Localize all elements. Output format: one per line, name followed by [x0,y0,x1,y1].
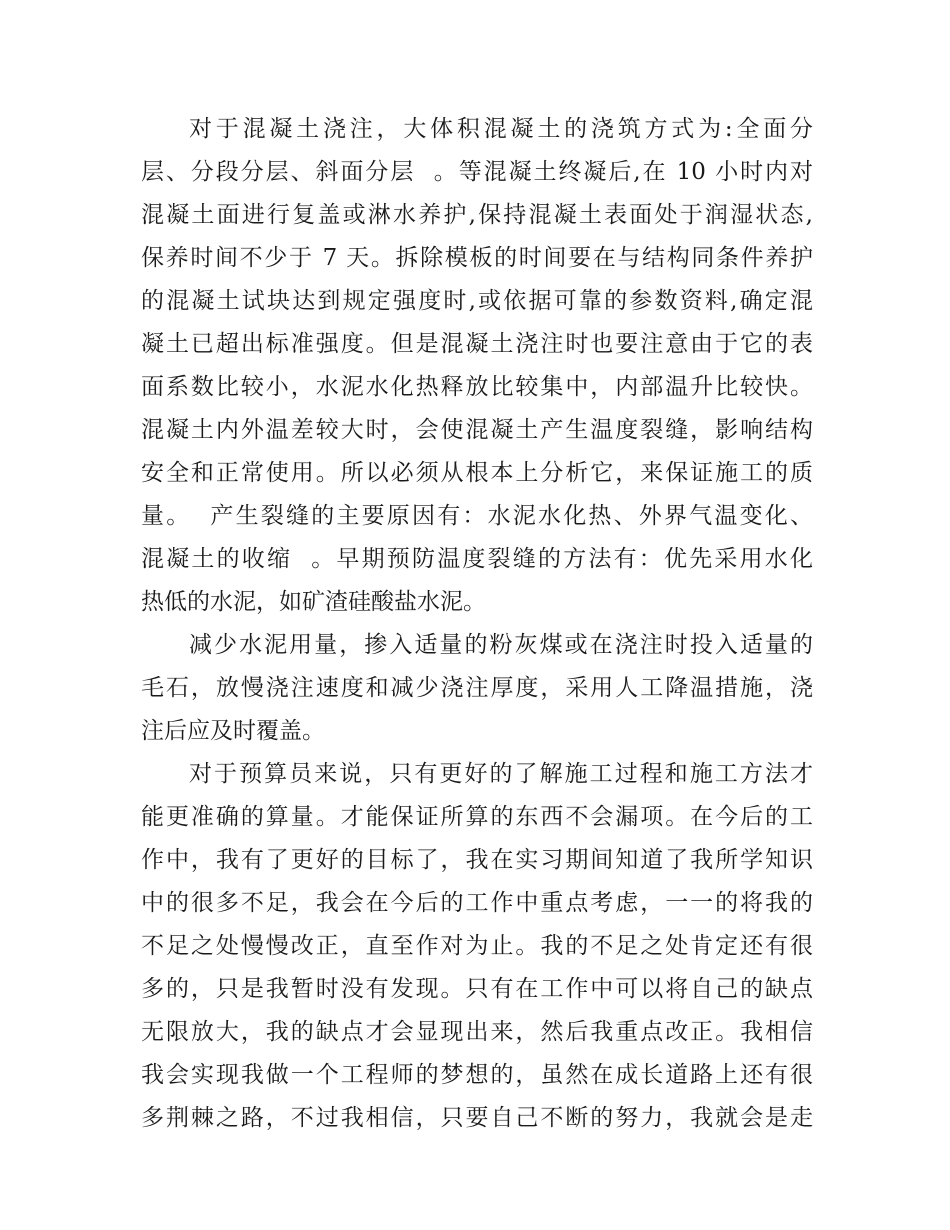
paragraph-line: 保养时间不少于 7 天。拆除模板的时间要在与结构同条件养护 [141,245,813,271]
paragraph-1 [141,108,813,624]
paragraph-line: 混凝土内外温差较大时，会使混凝土产生温度裂缝，影响结构 [141,417,813,443]
paragraph-line: 无限放大，我的缺点才会显现出来，然后我重点改正。我相信 [141,1019,813,1045]
paragraph-line: 安全和正常使用。所以必须从根本上分析它，来保证施工的质 [141,460,813,486]
paragraph-line: 多荆棘之路，不过我相信，只要自己不断的努力，我就会是走 [141,1105,813,1131]
document-body [141,108,813,1140]
paragraph-line: 能更准确的算量。才能保证所算的东西不会漏项。在今后的工 [141,804,813,830]
paragraph-line: 注后应及时覆盖。 [141,718,325,744]
paragraph-line: 面系数比较小，水泥水化热释放比较集中，内部温升比较快。 [141,374,813,400]
paragraph-3 [141,753,813,1140]
paragraph-line: 凝土已超出标准强度。但是混凝土浇注时也要注意由于它的表 [141,331,813,357]
paragraph-2 [141,624,813,753]
paragraph-line: 混凝土的收缩 。早期预防温度裂缝的方法有：优先采用水化 [141,546,813,572]
paragraph-line: 混凝土面进行复盖或淋水养护,保持混凝土表面处于润湿状态, [141,202,813,228]
paragraph-line: 毛石，放慢浇注速度和减少浇注厚度，采用人工降温措施，浇 [141,675,813,701]
paragraph-line: 热低的水泥，如矿渣硅酸盐水泥。 [141,589,486,615]
paragraph-line: 层、分段分层、斜面分层 。等混凝土终凝后,在 10 小时内对 [141,159,813,185]
paragraph-line: 不足之处慢慢改正，直至作对为止。我的不足之处肯定还有很 [141,933,813,959]
paragraph-line: 作中，我有了更好的目标了，我在实习期间知道了我所学知识 [141,847,813,873]
paragraph-line: 我会实现我做一个工程师的梦想的，虽然在成长道路上还有很 [141,1062,813,1088]
paragraph-line: 量。 产生裂缝的主要原因有：水泥水化热、外界气温变化、 [141,503,813,529]
paragraph-line: 对于预算员来说，只有更好的了解施工过程和施工方法才 [189,761,813,787]
paragraph-line: 减少水泥用量，掺入适量的粉灰煤或在浇注时投入适量的 [189,632,813,658]
paragraph-line: 对于混凝土浇注，大体积混凝土的浇筑方式为:全面分 [189,116,813,142]
paragraph-line: 多的，只是我暂时没有发现。只有在工作中可以将自己的缺点 [141,976,813,1002]
paragraph-line: 中的很多不足，我会在今后的工作中重点考虑，一一的将我的 [141,890,813,916]
paragraph-line: 的混凝土试块达到规定强度时,或依据可靠的参数资料,确定混 [141,288,813,314]
